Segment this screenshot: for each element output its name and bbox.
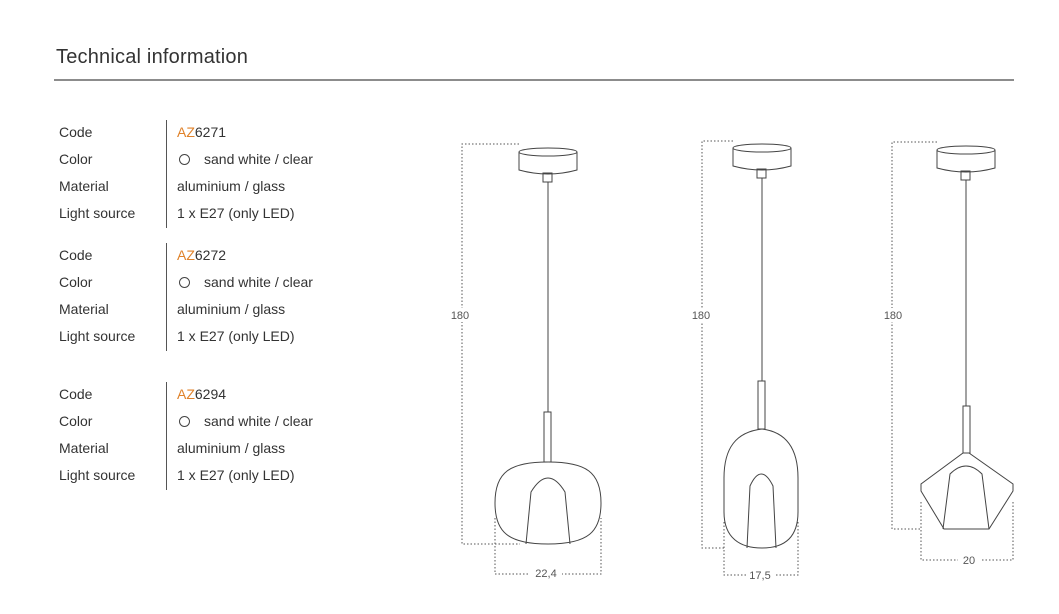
lampholder [758, 381, 765, 429]
glass-shade [921, 453, 1013, 529]
material-value: aluminium / glass [177, 301, 286, 317]
width-label-az6294: 20 [962, 555, 976, 567]
lampholder [963, 406, 970, 453]
color-text: sand white / clear [204, 151, 313, 167]
canopy-top [519, 148, 577, 156]
code-label: Code [59, 247, 93, 263]
material-label: Material [59, 301, 109, 317]
lampholder [544, 412, 551, 462]
lamp-drawing-az6272 [702, 141, 798, 575]
light-source-value: 1 x E27 (only LED) [177, 467, 295, 483]
color-label: Color [59, 274, 93, 290]
light-source-label: Light source [59, 205, 136, 221]
inner-diffuser [526, 478, 570, 544]
inner-diffuser [747, 474, 776, 548]
height-label-az6272: 180 [691, 310, 711, 322]
height-dimension-line [462, 144, 520, 544]
code-prefix: AZ [177, 124, 195, 140]
inner-diffuser [943, 466, 989, 529]
light-source-label: Light source [59, 467, 136, 483]
material-value: aluminium / glass [177, 178, 286, 194]
color-label: Color [59, 413, 93, 429]
light-source-label: Light source [59, 328, 136, 344]
code-number: 6272 [194, 247, 227, 263]
height-label-az6271: 180 [450, 310, 470, 322]
lamp-drawing-az6271 [462, 144, 601, 574]
code-label: Code [59, 124, 93, 140]
height-label-az6294: 180 [883, 310, 903, 322]
code-number: 6294 [194, 386, 227, 402]
height-dimension-line [892, 142, 937, 529]
code-label: Code [59, 386, 93, 402]
color-label: Color [59, 151, 93, 167]
code-number: 6271 [194, 124, 227, 140]
page-title: Technical information [56, 46, 249, 68]
canopy-top [937, 146, 995, 154]
width-label-az6272: 17,5 [749, 570, 771, 582]
material-label: Material [59, 178, 109, 194]
light-source-value: 1 x E27 (only LED) [177, 328, 295, 344]
width-label-az6271: 22,4 [535, 568, 557, 580]
color-text: sand white / clear [204, 274, 313, 290]
glass-shade [724, 429, 798, 548]
width-dimension-line [724, 522, 798, 575]
code-prefix: AZ [177, 386, 195, 402]
canopy-top [733, 144, 791, 152]
color-text: sand white / clear [204, 413, 313, 429]
light-source-value: 1 x E27 (only LED) [177, 205, 295, 221]
width-dimension-line [495, 518, 601, 574]
lamp-drawing-az6294 [892, 142, 1013, 560]
code-prefix: AZ [177, 247, 195, 263]
material-label: Material [59, 440, 109, 456]
width-dimension-line [921, 502, 1013, 560]
height-dimension-line [702, 141, 733, 548]
material-value: aluminium / glass [177, 440, 286, 456]
glass-shade [495, 462, 601, 544]
